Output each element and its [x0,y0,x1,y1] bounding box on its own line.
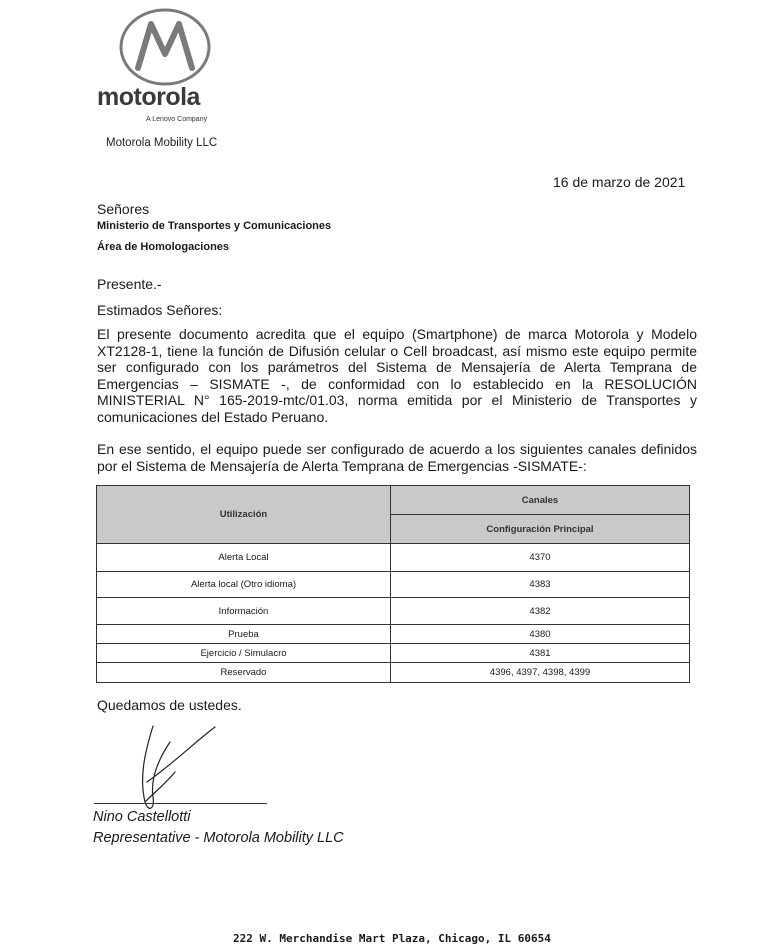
header-config: Configuración Principal [391,515,690,544]
body-paragraph-2: En ese sentido, el equipo puede ser configurado de acuerdo a los siguientes canales definidos por el Sistema de Mensajería de Alerta Temprana de Emergencias -SISMATE-: [97,441,697,474]
presente-line: Presente.- [97,276,162,292]
cell-channel: 4370 [391,544,690,572]
signer-role: Representative - Motorola Mobility LLC [93,830,344,846]
cell-channel: 4382 [391,598,690,625]
motorola-logo-icon [118,8,212,86]
greeting: Estimados Señores: [97,302,223,318]
closing-line: Quedamos de ustedes. [97,697,242,713]
cell-channel: 4380 [391,625,690,644]
cell-use: Reservado [97,663,391,683]
cell-use: Prueba [97,625,391,644]
recipient-ministry: Ministerio de Transportes y Comunicaciones [97,220,332,232]
cell-use: Alerta local (Otro idioma) [97,572,391,598]
table-row [97,625,690,644]
table-row [97,544,690,572]
table-row [97,663,690,683]
brand-subtitle: A Lenovo Company [146,116,208,123]
signature-line [94,803,267,804]
table-header-row [97,486,690,515]
body-paragraph-1: El presente documento acredita que el equipo (Smartphone) de marca Motorola y Modelo XT2128-1, tiene la función de Difusión celular o Cell broadcast, así mismo este equipo permite ser configurado con los parámetros del Sistema de Mensajería de Alerta Temprana de Emergencias – SISMATE -, de conformidad con lo establecido en la RESOLUCIÓN MINISTERIAL N° 165-2019-mtc/01.03, norma emitida por el Ministerio de Transportes y comunicaciones del Estado Peruano. [97,326,697,425]
cell-channel: 4383 [391,572,690,598]
table-row [97,572,690,598]
channels-table [96,485,690,683]
letter-date: 16 de marzo de 2021 [553,174,686,190]
recipient-area: Área de Homologaciones [97,241,230,253]
cell-channel: 4396, 4397, 4398, 4399 [391,663,690,683]
cell-channel: 4381 [391,644,690,663]
table-row [97,598,690,625]
recipient-salutation: Señores [97,201,150,217]
brand-name: motorola [97,83,200,111]
footer-address: 222 W. Merchandise Mart Plaza, Chicago, IL 60654 [233,932,551,945]
header-channels: Canales [391,486,690,515]
table-row [97,644,690,663]
cell-use: Alerta Local [97,544,391,572]
company-name: Motorola Mobility LLC [106,137,218,149]
header-use: Utilización [97,486,391,544]
signer-name: Nino Castellotti [93,809,191,825]
cell-use: Ejercicio / Simulacro [97,644,391,663]
cell-use: Información [97,598,391,625]
